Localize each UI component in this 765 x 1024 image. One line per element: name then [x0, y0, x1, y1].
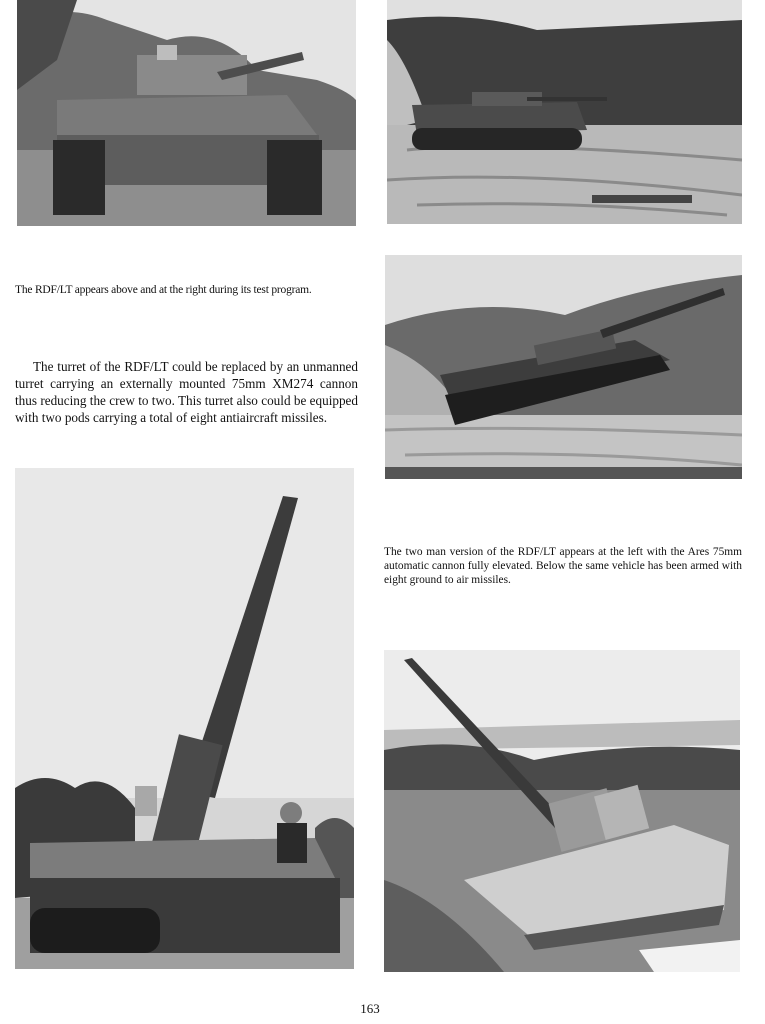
tank-moving-illustration — [387, 0, 742, 224]
cannon-elevated-illustration — [15, 468, 354, 969]
photo-tank-front-view — [17, 0, 356, 226]
tank-front-illustration — [17, 0, 356, 226]
missile-armed-illustration — [384, 650, 740, 972]
body-paragraph: The turret of the RDF/LT could be replaced by an unmanned turret carrying an externally mounted 75mm XM274 cannon thus reducing the crew to two. This turret also could be equipped with two pods carrying a total of eight antiaircraft missiles. — [15, 359, 358, 425]
page-number: 163 — [360, 1001, 380, 1016]
tank-climbing-illustration — [385, 255, 742, 479]
photo-caption-top: The RDF/LT appears above and at the right during its test program. — [15, 284, 312, 296]
photo-cannon-elevated — [15, 468, 354, 969]
photo-tank-moving — [387, 0, 742, 224]
photo-caption-right: The two man version of the RDF/LT appears at the left with the Ares 75mm automatic cannon fully elevated. Below the same vehicle has been armed with eight ground to air missiles. — [384, 546, 742, 586]
photo-missile-armed — [384, 650, 740, 972]
photo-tank-climbing — [385, 255, 742, 479]
